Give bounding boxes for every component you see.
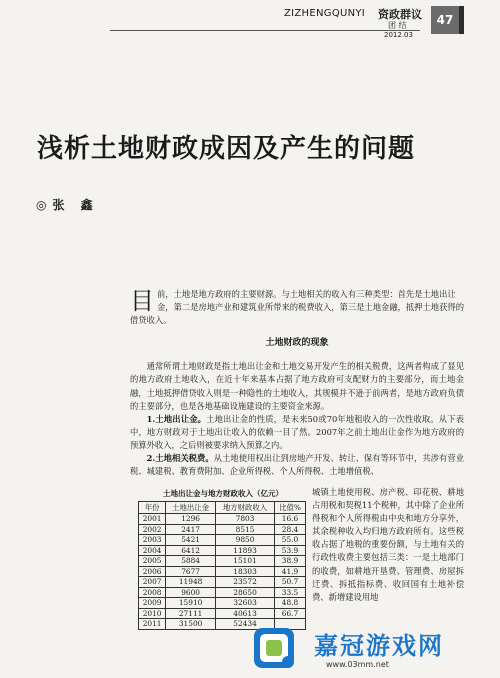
watermark-text: 嘉冠游戏网 xyxy=(314,632,444,660)
section-name: 资政群议 xyxy=(378,8,422,21)
site-watermark xyxy=(250,620,500,678)
paragraph-2 xyxy=(130,413,464,452)
gamepad-logo-icon xyxy=(250,624,298,672)
watermark-url: www.03mm.net xyxy=(326,660,389,669)
table-cell: 9850 xyxy=(216,535,275,546)
table-header-cell: 土地出让金 xyxy=(166,502,216,514)
table-header-cell: 地方财政收入 xyxy=(216,502,275,514)
magazine-name: 团 结 xyxy=(388,21,407,30)
paragraph-3-text: 从土地使用权出让到房地产开发、转让、保有等环节中，共涉有营业税、城建税、教育费附加、企业所得税、个人所得税、土地增值税、 xyxy=(130,453,464,477)
table-cell: 2008 xyxy=(139,587,166,598)
table-cell: 16.6 xyxy=(275,514,306,525)
table-cell: 2002 xyxy=(139,524,166,535)
table-row xyxy=(139,598,306,609)
paragraph-3-lead: 2.土地相关税费。 xyxy=(146,453,214,464)
page-header xyxy=(0,0,500,44)
table-cell: 18303 xyxy=(216,566,275,577)
table-row xyxy=(139,514,306,525)
table-row xyxy=(139,577,306,588)
table-cell: 52434 xyxy=(216,619,275,630)
table-row xyxy=(139,535,306,546)
table-cell: 28.4 xyxy=(275,524,306,535)
paragraph-1: 通常所谓土地财政是指土地出让金和土地交易开发产生的相关税费，这两者构成了显见的地方政府土地收入，在近十年来基本占据了地方政府可支配财力的主要部分，而土地金融，土地抵押借贷收入则是一种隐性的土地收入，其规模并不逊于前两者，是地方政府负债的主要部分，也是各地基础设施建设的主要资金来源。 xyxy=(130,361,464,411)
table-cell: 27111 xyxy=(166,608,216,619)
table-cell: 2417 xyxy=(166,524,216,535)
paragraph-2-lead: 1.土地出让金。 xyxy=(146,413,207,424)
table-body xyxy=(139,514,306,630)
table-cell: 2010 xyxy=(139,608,166,619)
table-cell: 2003 xyxy=(139,535,166,546)
table-header-cell: 比值% xyxy=(275,502,306,514)
table-cell: 38.9 xyxy=(275,556,306,567)
paragraph-2-text: 土地出让金的性质，是未来50或70年地租收入的一次性收取。从下表中，地方财政对于土地出让收入的依赖一目了然。2007年之前土地出让金作为地方政府的预算外收入，之后则被要求纳入预算之内。 xyxy=(130,413,464,450)
author-line: ◎张 鑫 xyxy=(36,198,99,212)
table-cell: 33.5 xyxy=(275,587,306,598)
journal-name: ZIZHENGQUNYI xyxy=(284,8,366,19)
table-cell: 55.0 xyxy=(275,535,306,546)
table-cell: 2001 xyxy=(139,514,166,525)
table-cell: 1296 xyxy=(166,514,216,525)
table-cell: 5421 xyxy=(166,535,216,546)
table-header-cell: 年份 xyxy=(139,502,166,514)
table-header-row xyxy=(139,502,306,514)
right-column-text: 城镇土地使用税、房产税、印花税、耕地占用税和契税11个税种，其中除了企业所得税和个人所得税由中央和地方分享外，其余税种收入均归地方政府所有。这些税收占据了地税的重要份额，与土地有关的行政性收费主要包括三类：一是土地部门的收费，如耕地开垦费、管理费、房屋拆迁费、拆抵指标费、收回国有土地补偿费、新增建设用地 xyxy=(312,487,464,602)
table-cell: 11948 xyxy=(166,577,216,588)
table-cell: 5884 xyxy=(166,556,216,567)
table-cell: 2004 xyxy=(139,545,166,556)
intro-text: 前，土地是地方政府的主要财源。与土地相关的收入有三种类型：首先是土地出让金，第二是房地产业和建筑业所带来的税费收入，第三是土地金融，抵押土地获得的借贷收入。 xyxy=(130,289,464,326)
table-row xyxy=(139,608,306,619)
table-cell: 2011 xyxy=(139,619,166,630)
table-row xyxy=(139,587,306,598)
table-cell: 66.7 xyxy=(275,608,306,619)
page-number: 47 xyxy=(431,6,459,34)
table-cell: 15101 xyxy=(216,556,275,567)
land-revenue-table-block xyxy=(138,488,308,630)
table-cell: 6412 xyxy=(166,545,216,556)
intro-paragraph xyxy=(130,288,464,327)
table-cell: 2009 xyxy=(139,598,166,609)
table-cell: 11893 xyxy=(216,545,275,556)
issue-date: 2012.03 xyxy=(384,31,413,39)
table-cell: 15910 xyxy=(166,598,216,609)
header-rule xyxy=(110,30,420,31)
table-cell: 9600 xyxy=(166,587,216,598)
table-title: 土地出让金与地方财政收入（亿元） xyxy=(163,489,283,498)
table-cell: 2005 xyxy=(139,556,166,567)
table-cell: 7677 xyxy=(166,566,216,577)
table-cell: 53.9 xyxy=(275,545,306,556)
table-row xyxy=(139,566,306,577)
table-row xyxy=(139,556,306,567)
table-cell: 31500 xyxy=(166,619,216,630)
table-cell: 8515 xyxy=(216,524,275,535)
table-cell: 23572 xyxy=(216,577,275,588)
table-cell: 40613 xyxy=(216,608,275,619)
article-title: 浅析土地财政成因及产生的问题 xyxy=(37,134,416,164)
article-body xyxy=(130,288,464,478)
table-cell: 2006 xyxy=(139,566,166,577)
paragraph-3 xyxy=(130,452,464,478)
table-cell: 7803 xyxy=(216,514,275,525)
table-cell: 41.9 xyxy=(275,566,306,577)
table-cell: 32603 xyxy=(216,598,275,609)
table-cell: 2007 xyxy=(139,577,166,588)
table-row xyxy=(139,545,306,556)
section-heading: 土地财政的现象 xyxy=(265,338,329,349)
table-cell: 48.8 xyxy=(275,598,306,609)
drop-cap: 目 xyxy=(130,287,154,315)
table-cell: 28650 xyxy=(216,587,275,598)
table-cell: 50.7 xyxy=(275,577,306,588)
land-revenue-table xyxy=(138,501,306,630)
table-row xyxy=(139,524,306,535)
